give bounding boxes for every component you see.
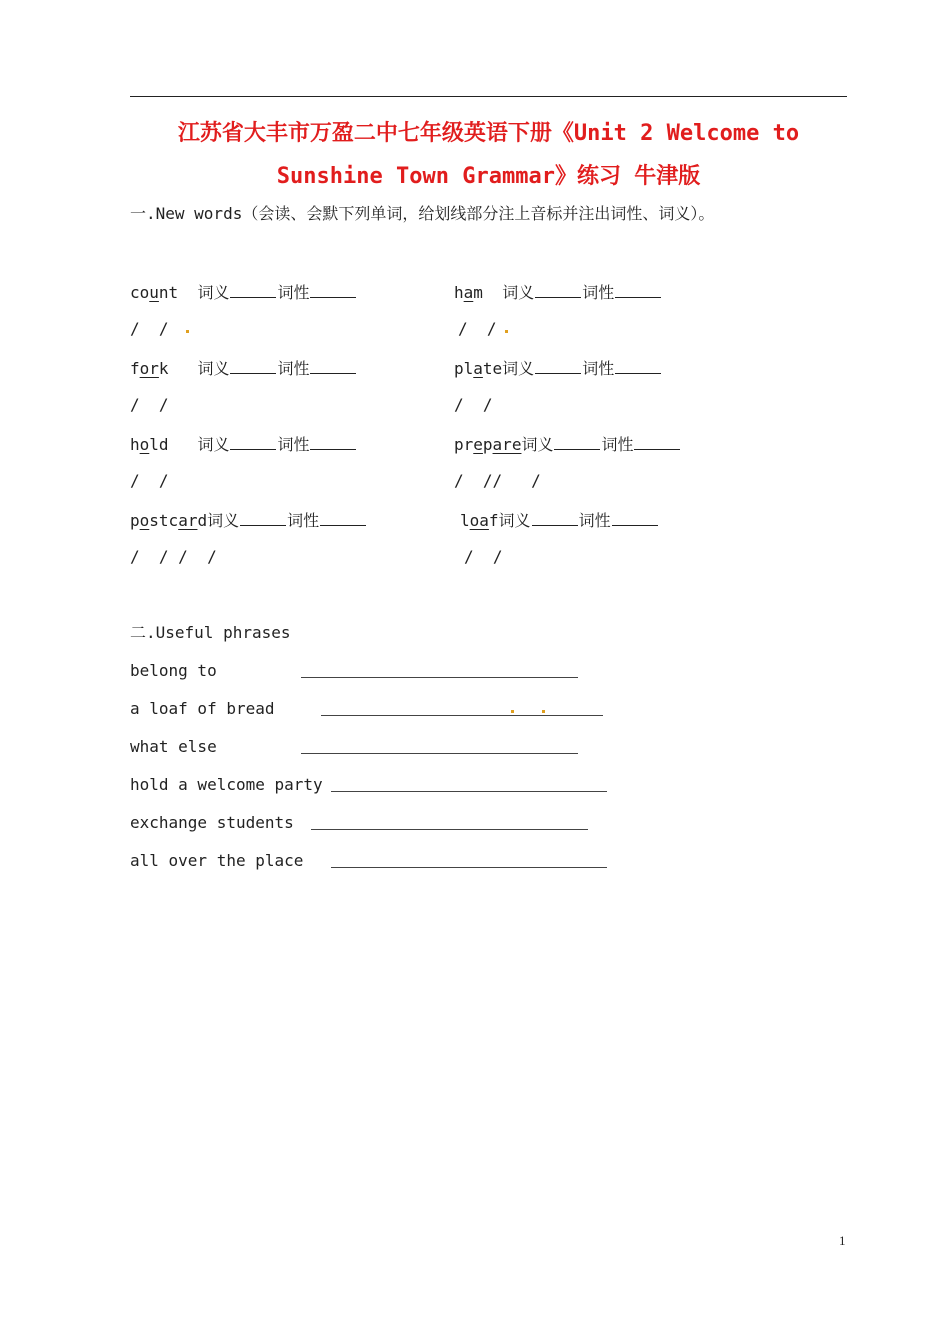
phrase-item: exchange students <box>130 813 294 832</box>
phonetic-slashes: / / <box>464 547 503 566</box>
phonetic-slashes: / / <box>130 471 169 490</box>
mark-dot <box>511 710 514 713</box>
answer-blank[interactable] <box>331 791 607 792</box>
phrase-item: a loaf of bread <box>130 699 275 718</box>
mark-dot <box>186 330 189 333</box>
mark-dot <box>542 710 545 713</box>
phonetic-slashes: / / <box>130 395 169 414</box>
phrase-item: hold a welcome party <box>130 775 323 794</box>
page-title-line1: 江苏省大丰市万盈二中七年级英语下册《Unit 2 Welcome to <box>177 121 800 146</box>
phonetic-slashes: / / <box>458 319 497 338</box>
section2-heading: 二.Useful phrases <box>130 623 291 642</box>
answer-blank[interactable] <box>331 867 607 868</box>
answer-blank[interactable] <box>311 829 588 830</box>
phrase-item: all over the place <box>130 851 304 870</box>
mark-dot <box>505 330 508 333</box>
word-entry: ham 词义 词性 <box>454 281 662 303</box>
phonetic-slashes: / / <box>130 319 169 338</box>
word-entry: prepare词义 词性 <box>454 433 681 455</box>
phrase-item: what else <box>130 737 217 756</box>
word-entry: loaf词义 词性 <box>460 509 659 531</box>
phonetic-slashes: / / / / <box>130 547 217 566</box>
page-number: 1 <box>839 1233 846 1248</box>
word-entry: hold 词义 词性 <box>130 433 357 455</box>
word-entry: plate词义 词性 <box>454 357 662 379</box>
phonetic-slashes: / / <box>454 395 493 414</box>
answer-blank[interactable] <box>301 677 578 678</box>
page-title-line2: Sunshine Town Grammar》练习 牛津版 <box>276 164 701 189</box>
header-rule <box>130 96 847 97</box>
phrase-item: belong to <box>130 661 217 680</box>
answer-blank[interactable] <box>301 753 578 754</box>
word-entry: count 词义 词性 <box>130 281 357 303</box>
phonetic-slashes: / // / <box>454 471 541 490</box>
word-entry: postcard词义 词性 <box>130 509 367 531</box>
section1-heading: 一.New words（会读、会默下列单词，给划线部分注上音标并注出词性、词义）。 <box>130 204 715 223</box>
word-entry: fork 词义 词性 <box>130 357 357 379</box>
answer-blank[interactable] <box>321 715 603 716</box>
